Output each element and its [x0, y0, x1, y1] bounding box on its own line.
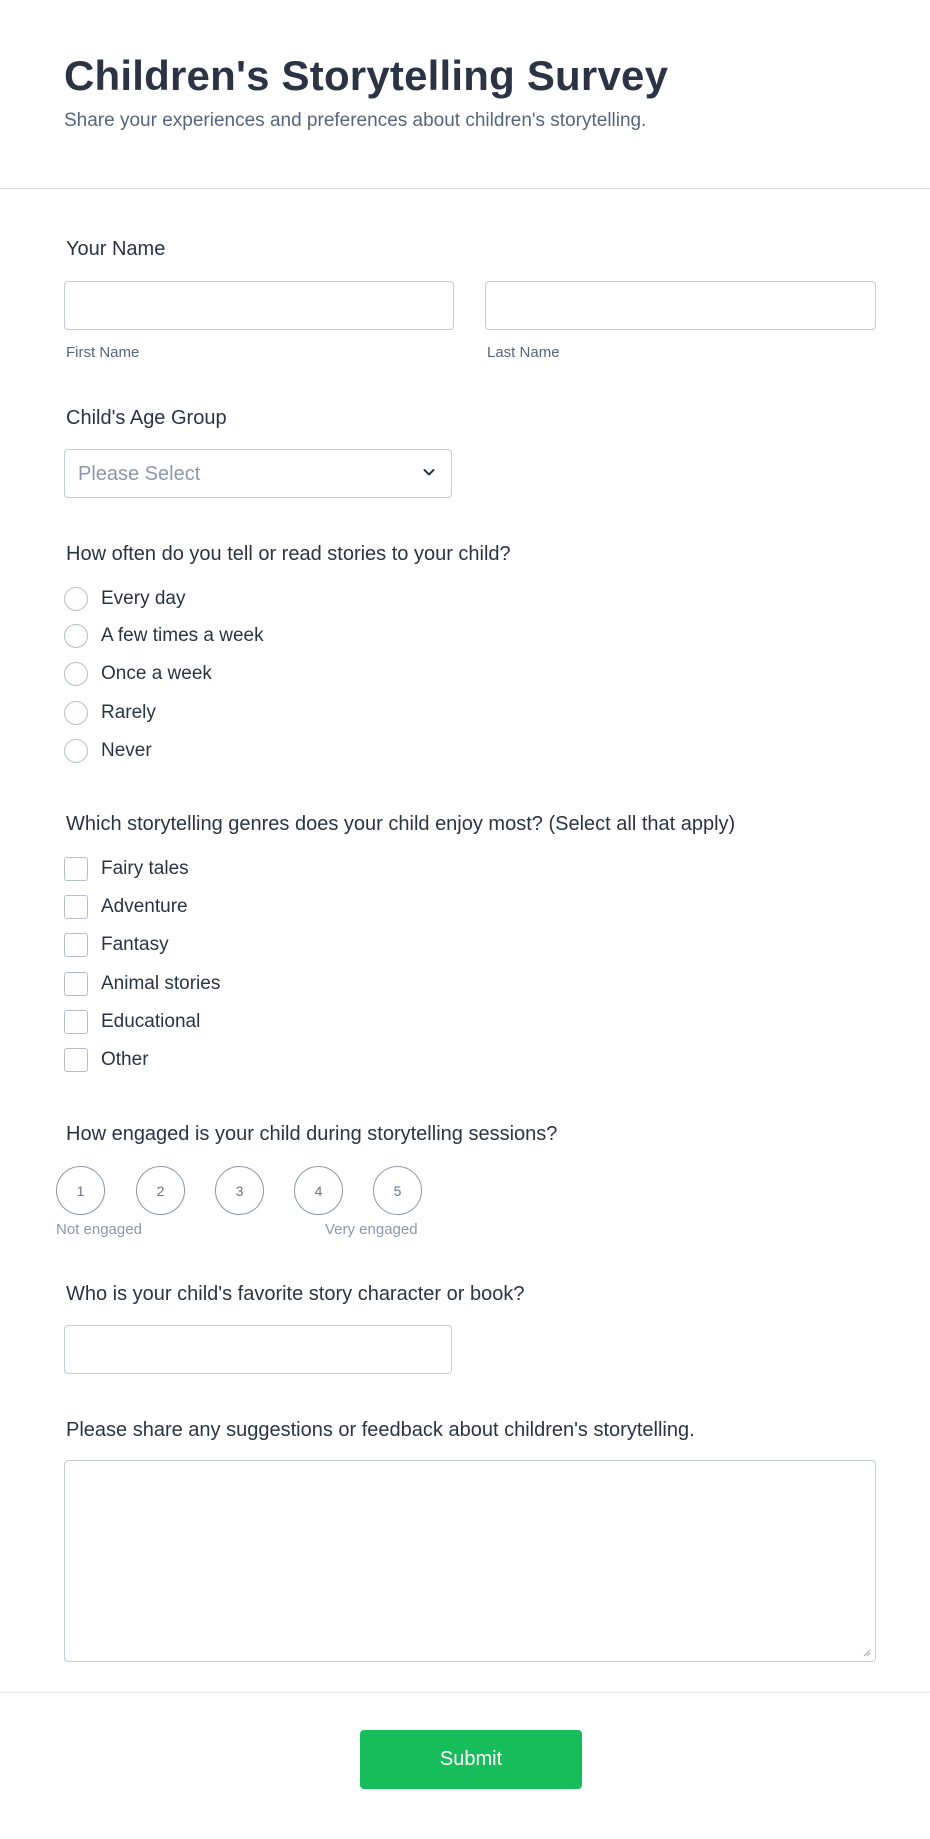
favorite-label: Who is your child's favorite story character or book? [66, 1283, 525, 1305]
chevron-down-icon [421, 464, 437, 480]
frequency-option-every-day[interactable] [64, 586, 185, 612]
genres-label: Which storytelling genres does your child enjoy most? (Select all that apply) [66, 813, 736, 835]
checkbox[interactable] [64, 933, 88, 957]
first-name-sublabel: First Name [66, 344, 140, 361]
last-name-sublabel: Last Name [487, 344, 560, 361]
option-label: Rarely [101, 702, 156, 723]
scale-option-3[interactable]: 3 [215, 1166, 264, 1215]
genre-option-educational[interactable] [64, 1009, 200, 1035]
checkbox[interactable] [64, 1048, 88, 1072]
scale-option-4[interactable]: 4 [294, 1166, 343, 1215]
engagement-label: How engaged is your child during storytelling sessions? [66, 1123, 558, 1145]
scale-min-caption: Not engaged [56, 1221, 142, 1238]
radio-button[interactable] [64, 662, 88, 686]
frequency-option-few-times-week[interactable] [64, 623, 264, 649]
radio-button[interactable] [64, 701, 88, 725]
option-label: Other [101, 1049, 149, 1070]
scale-option-1[interactable]: 1 [56, 1166, 105, 1215]
frequency-option-never[interactable] [64, 738, 152, 764]
submit-button[interactable]: Submit [360, 1730, 582, 1789]
option-label: Once a week [101, 663, 212, 684]
radio-button[interactable] [64, 587, 88, 611]
option-label: A few times a week [101, 625, 264, 646]
option-label: Never [101, 740, 152, 761]
frequency-label: How often do you tell or read stories to your child? [66, 543, 511, 565]
option-label: Adventure [101, 896, 188, 917]
genre-option-adventure[interactable] [64, 894, 188, 920]
favorite-input[interactable] [64, 1325, 452, 1374]
radio-button[interactable] [64, 624, 88, 648]
frequency-option-once-week[interactable] [64, 661, 212, 687]
age-group-placeholder: Please Select [78, 463, 201, 485]
page-title: Children's Storytelling Survey [64, 52, 669, 99]
option-label: Educational [101, 1011, 201, 1032]
genre-option-other[interactable] [64, 1047, 149, 1073]
scale-option-5[interactable]: 5 [373, 1166, 422, 1215]
footer-divider [0, 1692, 930, 1693]
resize-grip-icon[interactable] [861, 1647, 871, 1657]
form-header [0, 0, 930, 189]
checkbox[interactable] [64, 1010, 88, 1034]
option-label: Animal stories [101, 973, 221, 994]
radio-button[interactable] [64, 739, 88, 763]
checkbox[interactable] [64, 895, 88, 919]
option-label: Fairy tales [101, 858, 189, 879]
age-group-select[interactable] [64, 449, 452, 498]
genre-option-animal-stories[interactable] [64, 971, 220, 997]
name-label: Your Name [66, 238, 166, 260]
feedback-textarea[interactable] [64, 1460, 876, 1662]
checkbox[interactable] [64, 857, 88, 881]
genre-option-fantasy[interactable] [64, 932, 169, 958]
feedback-label: Please share any suggestions or feedback about children's storytelling. [66, 1419, 695, 1441]
scale-max-caption: Very engaged [325, 1221, 418, 1238]
frequency-option-rarely[interactable] [64, 700, 156, 726]
page-subtitle: Share your experiences and preferences about children's storytelling. [64, 110, 647, 131]
age-group-label: Child's Age Group [66, 407, 227, 429]
option-label: Fantasy [101, 934, 169, 955]
genre-option-fairy-tales[interactable] [64, 856, 189, 882]
checkbox[interactable] [64, 972, 88, 996]
last-name-input[interactable] [485, 281, 876, 330]
scale-option-2[interactable]: 2 [136, 1166, 185, 1215]
first-name-input[interactable] [64, 281, 454, 330]
option-label: Every day [101, 588, 186, 609]
